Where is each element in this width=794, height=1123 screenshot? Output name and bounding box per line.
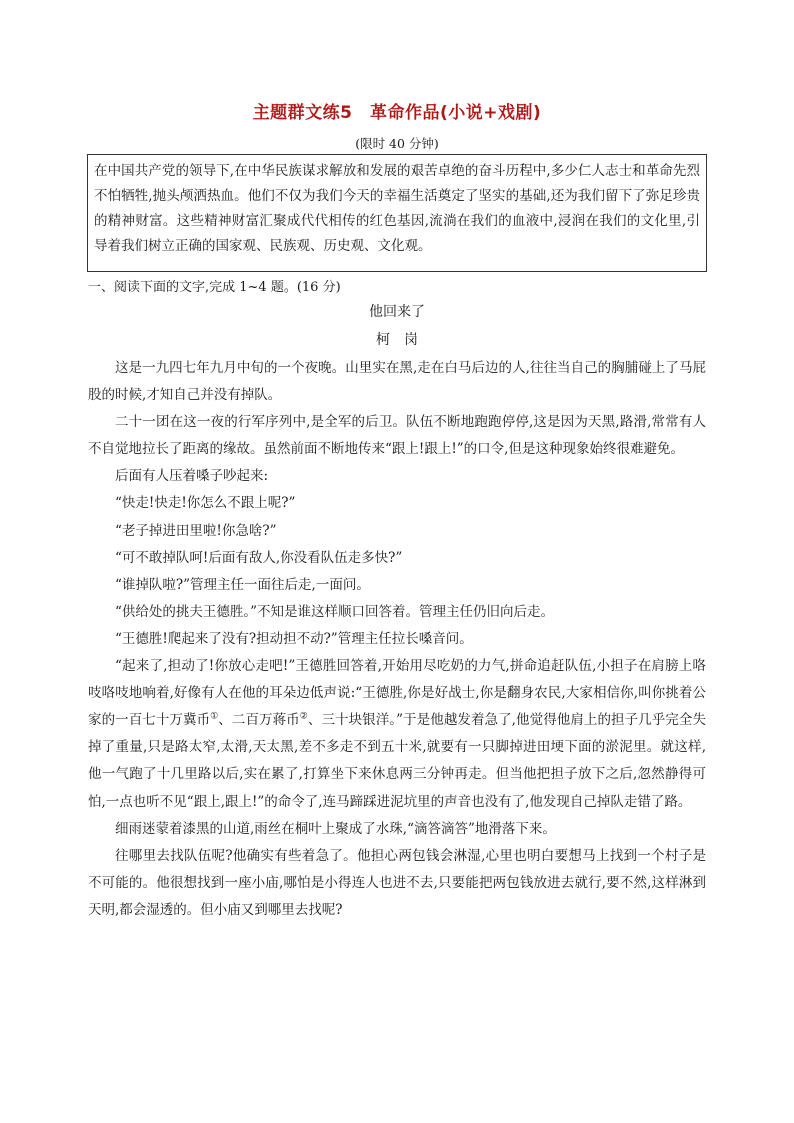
- paragraph: [88, 653, 706, 816]
- footnote-marker: ①: [210, 711, 219, 722]
- paragraph: 二十一团在这一夜的行军序列中,是全军的后卫。队伍不断地跑跑停停,这是因为天黑,路滑,常常有人不自觉地拉长了距离的缘故。虽然前面不断地传来“跟上!跟上!”的口令,但是这种现象始终很难避免。: [88, 414, 706, 458]
- paragraph: 往哪里去找队伍呢?他确实有些着急了。他担心两包钱会淋湿,心里也明白要想马上找到一个村子是不可能的。他很想找到一座小庙,哪怕是小得连人也进不去,只要能把两包钱放进去就行,要不然,这样淋到天明,都会湿透的。但小庙又到哪里去找呢?: [88, 847, 706, 918]
- paragraph: “谁掉队啦?”管理主任一面往后走,一面问。: [115, 576, 370, 593]
- paragraph: “可不敢掉队呵!后面有敌人,你没看队伍走多快?”: [115, 549, 403, 566]
- paragraph: “供给处的挑夫王德胜。”不知是谁这样顺口回答着。管理主任仍旧向后走。: [115, 603, 555, 620]
- intro-box: 在中国共产党的领导下,在中华民族谋求解放和发展的艰苦卓绝的奋斗历程中,多少仁人志士和革命先烈不怕牺牲,抛头颅洒热血。他们不仅为我们今天的幸福生活奠定了坚实的基础,还为我们留下了弥足珍贵的精神财富。这些精神财富汇聚成代代相传的红色基因,流淌在我们的血液中,浸润在我们的文化里,引导着我们树立正确的国家观、民族观、历史观、文化观。: [87, 154, 707, 272]
- time-limit: (限时 40 分钟): [355, 136, 439, 151]
- paragraph-text: 、三十块银洋。”于是他越发着急了,他觉得他肩上的担子几乎完全失掉了重量,只是路太窄,太滑,天太黑,差不多走不到五十米,就要有一只脚掉进田埂下面的淤泥里。就这样,他一气跑了十几里路以后,实在累了,打算坐下来休息两三分钟再走。但当他把担子放下之后,忽然静得可怕,一点也听不见“跟上,跟上!”的命令了,连马蹄踩进泥坑里的声音也没有了,他发现自己掉队走错了路。: [88, 712, 706, 810]
- paragraph: 这是一九四七年九月中旬的一个夜晚。山里实在黑,走在白马后边的人,往往当自己的胸脯碰上了马屁股的时候,才知自己并没有掉队。: [88, 360, 706, 404]
- question-instruction: 一、阅读下面的文字,完成 1~4 题。(16 分): [88, 280, 341, 295]
- paragraph: 细雨迷蒙着漆黑的山道,雨丝在桐叶上聚成了水珠,“滴答滴答”地滑落下来。: [115, 820, 556, 837]
- paragraph: “老子掉进田里啦!你急啥?”: [115, 522, 277, 539]
- paragraph-text: 、二百万蒋币: [218, 712, 300, 729]
- paragraph: “王德胜!爬起来了没有?担动担不动?”管理主任拉长嗓音问。: [115, 630, 473, 647]
- story-author: 柯 岗: [376, 332, 418, 348]
- paragraph: “快走!快走!你怎么不跟上呢?”: [115, 495, 296, 512]
- footnote-marker: ②: [299, 711, 308, 722]
- paragraph-text: “起来了,担动了!你放心走吧!”王德胜回答着,开始用尽吃奶的力气,拼命追赶队伍,小担子在肩膀上咯吱咯吱地响着,好像有人在他的耳朵边低声说:“王德胜,你是好战士,你是翻身农民,大家相信你,叫你挑着公家的一百七十万冀币: [88, 658, 706, 729]
- paragraph: 后面有人压着嗓子吵起来:: [115, 468, 269, 485]
- story-body: [88, 355, 706, 924]
- story-title: 他回来了: [369, 304, 425, 320]
- page-title: 主题群文练5 革命作品(小说+戏剧): [252, 103, 542, 123]
